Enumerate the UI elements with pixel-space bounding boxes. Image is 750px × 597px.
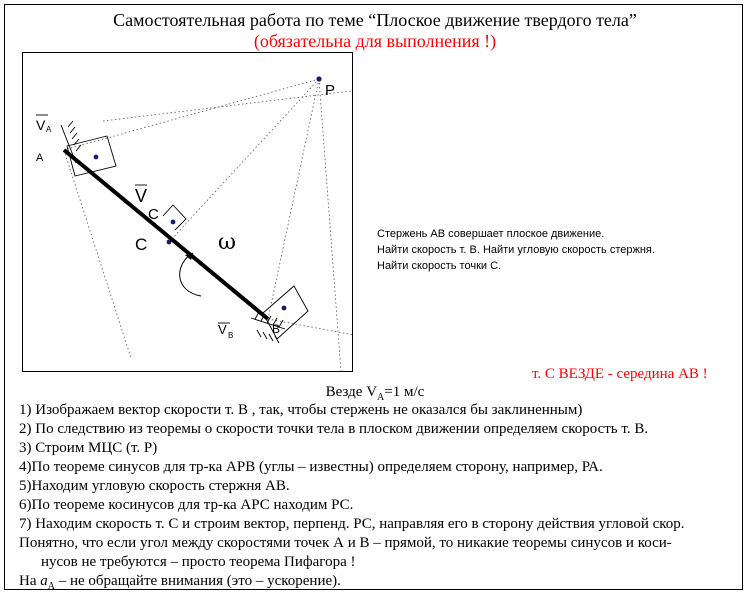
line-pc <box>169 79 319 242</box>
accel-symbol: a <box>40 573 48 589</box>
line-p-down <box>319 79 341 372</box>
mechanics-diagram <box>22 52 353 372</box>
point-box-b <box>282 306 287 311</box>
box-c <box>163 205 186 230</box>
label-b: B <box>272 322 281 336</box>
rod-ab <box>64 150 268 319</box>
line-b-right <box>268 319 354 335</box>
step-7: 7) Находим скорость т. С и строим вектор, перпенд. РС, направляя его в сторону действия угловой скор. <box>19 516 685 532</box>
midpoint-note: т. С ВЕЗДЕ - середина АВ ! <box>532 366 708 382</box>
line-pb <box>268 79 319 319</box>
label-a: A <box>36 152 44 164</box>
label-va-sub: A <box>46 125 52 134</box>
step-2: 2) По следствию из теоремы о скорости точки тела в плоском движении определяем скорость т. В. <box>19 421 649 437</box>
page-title: Самостоятельная работа по теме “Плоское движение твердого тела” <box>113 10 637 30</box>
label-c: C <box>135 235 148 254</box>
label-vc-v: V <box>135 186 148 206</box>
step-6: 6)По теореме косинусов для тр-ка АРС находим РС. <box>19 497 354 513</box>
line-upper-right <box>103 91 351 121</box>
box-b <box>263 286 308 339</box>
label-vb-sub: B <box>228 331 234 340</box>
given-velocity <box>0 384 750 403</box>
task-line-2: Найти скорость т. В. Найти угловую скорость стержня. <box>377 244 655 256</box>
accel-sub: A <box>47 581 55 592</box>
last-suffix: – не обращайте внимания (это – ускорение). <box>54 573 341 589</box>
remark-line-1: Понятно, что если угол между скоростями точек А и В – прямой, то никакие теоремы синусов и коси- <box>19 535 672 551</box>
point-box-c <box>171 220 176 225</box>
label-vb-v: V <box>218 322 227 337</box>
task-line-1: Стержень АВ совершает плоское движение. <box>377 228 605 240</box>
step-5: 5)Находим угловую скорость стержня АВ. <box>19 478 290 494</box>
line-a-down <box>64 150 131 358</box>
point-box-a <box>94 155 99 160</box>
given-prefix: Везде V <box>325 384 378 400</box>
point-p <box>316 76 321 81</box>
step-4: 4)По теореме синусов для тр-ка АРВ (углы – известны) определяем сторону, например, РА. <box>19 459 603 475</box>
label-p: P <box>325 82 336 99</box>
given-sub: A <box>377 392 385 403</box>
label-va-v: V <box>36 117 46 133</box>
given-suffix: =1 м/с <box>384 384 425 400</box>
label-vc-sub: C <box>148 206 159 223</box>
step-3: 3) Строим МЦС (т. Р) <box>19 440 158 456</box>
last-prefix: На <box>19 573 41 589</box>
step-1: 1) Изображаем вектор скорости т. В , так, чтобы стержень не оказался бы заклиненным) <box>19 402 583 418</box>
task-line-3: Найти скорость точки С. <box>377 260 502 272</box>
label-omega: ω <box>218 230 236 255</box>
line-pa <box>64 79 319 150</box>
remark-line-2: нусов не требуются – просто теорема Пифагора ! <box>41 554 356 570</box>
acceleration-note <box>19 573 341 592</box>
required-note: (обязательна для выполнения !) <box>253 31 497 51</box>
